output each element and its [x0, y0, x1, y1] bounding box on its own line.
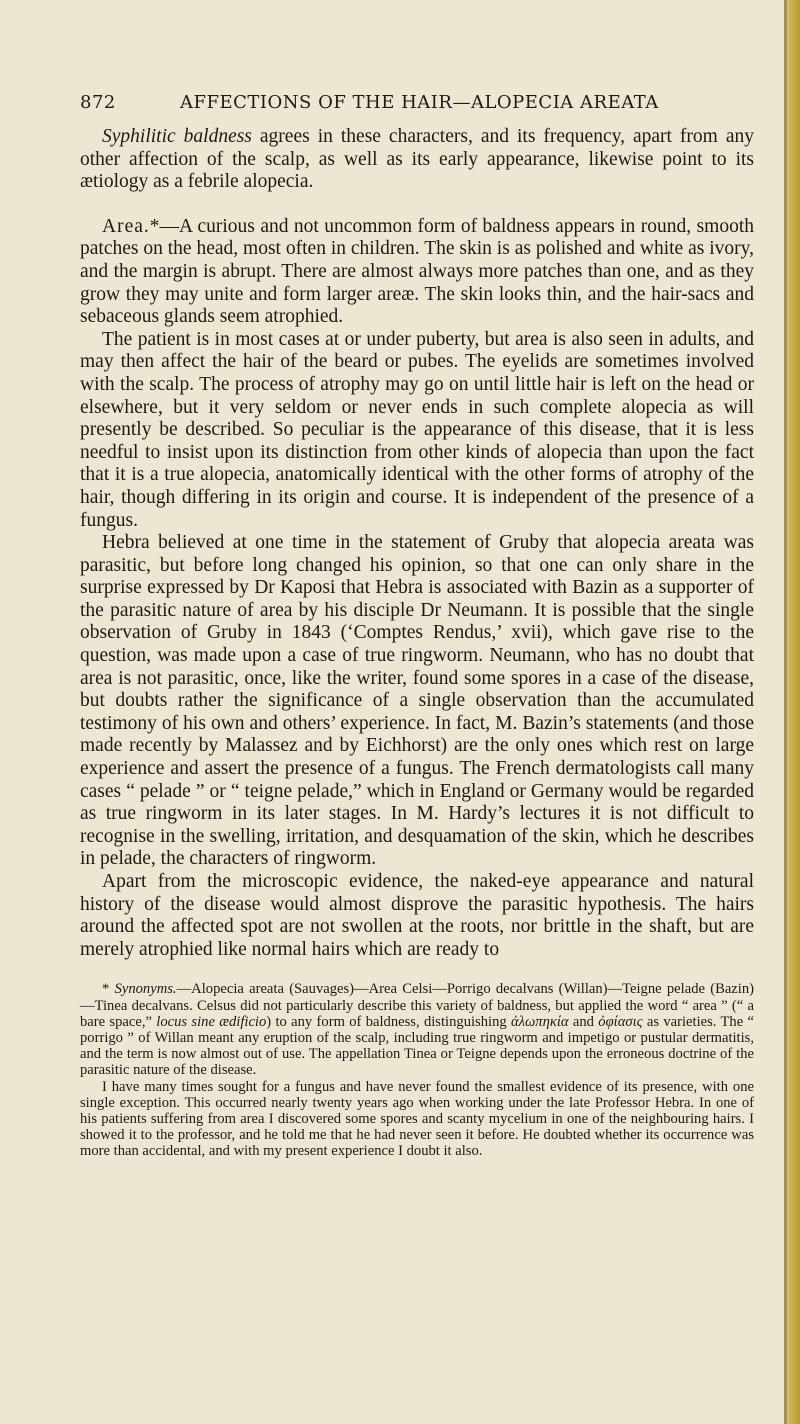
paragraph-area: [80, 216, 754, 329]
paragraph-microscopic: Apart from the microscopic evidence, the naked-eye appearance and natural history of the disease would almost disprove the parasitic hypothesis. The hairs around the affected spot are not swollen at the roots, nor brittle in the shaft, but are merely atrophied like normal hairs which are ready to: [80, 871, 754, 960]
paragraph-syphilitic: [80, 126, 754, 194]
latin-phrase: locus sine ædificio: [156, 1013, 267, 1030]
greek-term: ἀλωπηκία: [511, 1013, 569, 1030]
paragraph-patient: The patient is in most cases at or under puberty, but area is also seen in adults, and may then affect the hair of the beard or pubes. The eyelids are sometimes involved with the scalp. The process of atrophy may go on until little hair is left on the head or elsewhere, but it very seldom or never ends in such complete alopecia as will presently be described. So peculiar is the appearance of this disease, that it is less needful to insist upon its distinction from other kinds of alopecia than upon the fact that it is a true alopecia, anatomically identical with the other forms of atrophy of the hair, though differing in its origin and course. It is independent of the presence of a fungus.: [80, 328, 754, 531]
footnote-text: as varieties. The “ porrigo ” of Willan meant any eruption of the scalp, including true ringworm and impetigo or pustular dermatitis, and the term is now almost out of use. The appellation Tinea or Teigne depends upon the erroneous doctrine of the parasitic nature of the disease.: [80, 1013, 755, 1079]
paragraph-hebra: Hebra believed at one time in the statement of Gruby that alopecia areata was parasitic, but before long changed his opinion, so that one can only share in the surprise expressed by Dr Kaposi that Hebra is associated with Bazin as a supporter of the parasitic nature of area by his disciple Dr Neumann. It is possible that the single observation of Gruby in 1843 (‘Comptes Rendus,’ xvii), which gave rise to the question, was made upon a case of true ringworm. Neumann, who has no doubt that area is not parasitic, once, like the writer, found some spores in a case of the disease, but doubts rather the significance of a single observation than the accumulated testimony of his own and others’ experience. In fact, M. Bazin’s statements (and those made recently by Malassez and by Eichhorst) are the only ones which rest on large experience and assert the presence of a fungus. The French dermatologists call many cases “ pelade ” or “ teigne pelade,” which in England or Germany would be regarded as true ringworm in its later stages. In M. Hardy’s lectures it is not difficult to recognise in the swelling, irritation, and desquamation of the skin, which he describes in pelade, the characters of ringworm.: [80, 532, 754, 870]
footnote-label: Synonyms.: [114, 981, 177, 998]
page-edge: [784, 0, 800, 1424]
footnote-mark: *: [102, 981, 110, 998]
section-lead: Area.: [102, 215, 150, 237]
paragraph-text: agrees in these characters, and its frequency, apart from any other affection of the scalp, as well as its early appearance, likewise point to its ætiology as a febrile alopecia.: [80, 126, 754, 193]
footnote-text: and: [568, 1013, 599, 1030]
page-content: [80, 126, 754, 1160]
italic-lead: Syphilitic baldness: [102, 126, 252, 147]
body-text: [80, 126, 754, 961]
footnotes: [80, 981, 754, 1159]
footnote-synonyms: [80, 981, 754, 1078]
footnote-observation: I have many times sought for a fungus and have never found the smallest evidence of its presence, with one single exception. This occurred nearly twenty years ago when working under the late Professor Hebra. In one of his patients suffering from area I discovered some spores and scanty mycelium in one of the neighbouring hairs. I showed it to the professor, and he told me that he had never seen it before. He doubted whether its occurrence was more than accidental, and with my present experience I doubt it also.: [80, 1078, 754, 1160]
footnote-text: —Alopecia areata (Sauvages)—Area Celsi—Porrigo decalvans (Willan)—Teigne pelade (Bazin)—Tinea decalvans. Celsus did not particularly describe this variety of baldness, but applied the word “ area ” (“ a bare space,”: [80, 981, 754, 1030]
footnote-text: ) to any form of baldness, distinguishing: [266, 1013, 511, 1030]
page-number: 872: [80, 92, 116, 113]
greek-term: ὀφίασις: [598, 1013, 643, 1030]
running-title: AFFECTIONS OF THE HAIR—ALOPECIA AREATA: [180, 92, 659, 113]
footnote-mark: *: [149, 215, 160, 237]
paragraph-text: —A curious and not uncommon form of baldness appears in round, smooth patches on the head, most often in children. The skin is as polished and white as ivory, and the margin is abrupt. There are almost always more patches than one, and as they grow they may unite and form larger areæ. The skin looks thin, and the hair-sacs and sebaceous glands seem atrophied.: [80, 215, 754, 328]
